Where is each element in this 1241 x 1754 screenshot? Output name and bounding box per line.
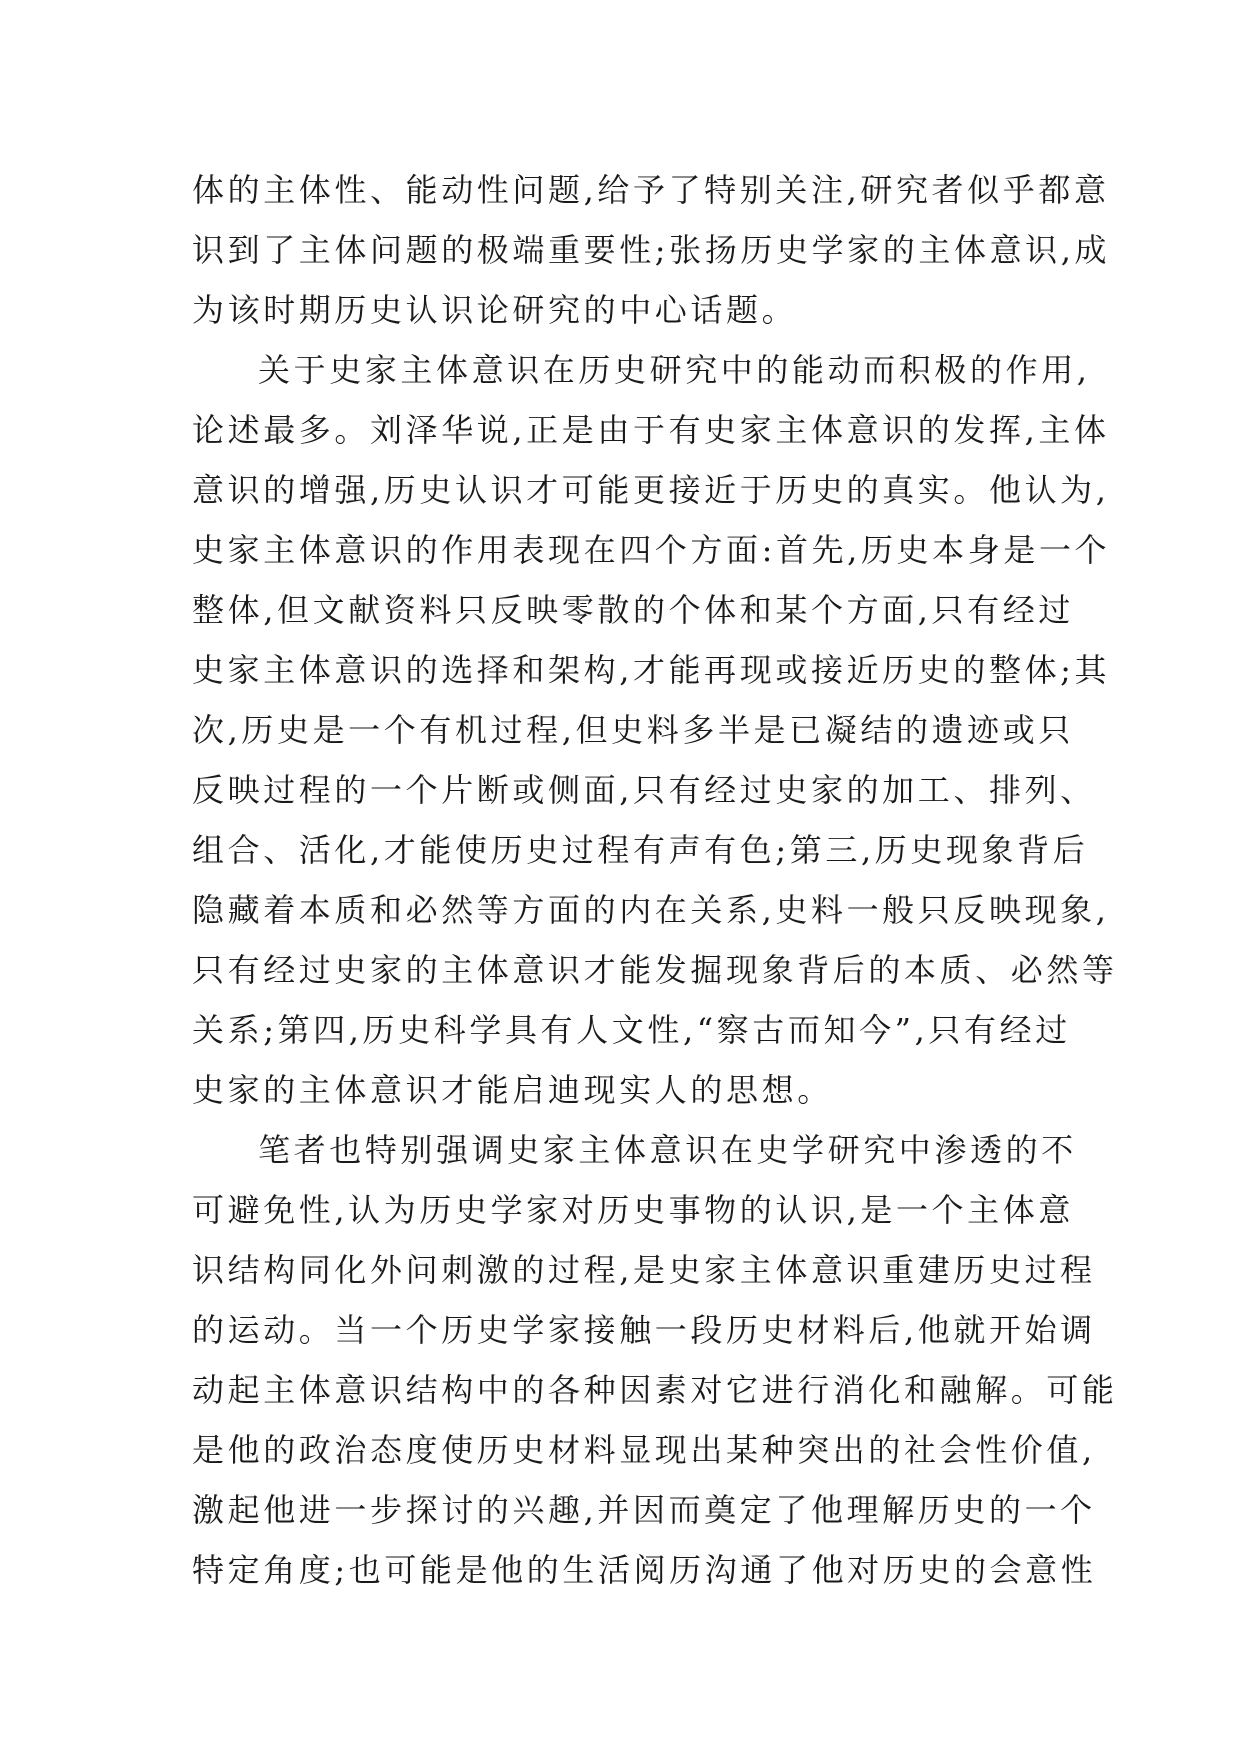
text-line: 史家主体意识的作用表现在四个方面:首先,历史本身是一个 bbox=[192, 531, 1111, 569]
text-line: 意识的增强,历史认识才可能更接近于历史的真实。他认为, bbox=[192, 471, 1110, 509]
text-line: 的运动。当一个历史学家接触一段历史材料后,他就开始调 bbox=[192, 1311, 1096, 1349]
text-line: 反映过程的一个片断或侧面,只有经过史家的加工、排列、 bbox=[192, 771, 1096, 809]
body-text bbox=[192, 160, 1118, 1600]
text-line: 论述最多。刘泽华说,正是由于有史家主体意识的发挥,主体 bbox=[192, 411, 1110, 449]
paragraph-first-line: 笔者也特别强调史家主体意识在史学研究中渗透的不 bbox=[258, 1131, 1077, 1169]
text-line: 体的主体性、能动性问题,给予了特别关注,研究者似乎都意 bbox=[192, 171, 1110, 209]
text-line: 可避免性,认为历史学家对历史事物的认识,是一个主体意 bbox=[192, 1191, 1074, 1229]
text-line: 是他的政治态度使历史材料显现出某种突出的社会性价值, bbox=[192, 1431, 1096, 1469]
text-line: 次,历史是一个有机过程,但史料多半是已凝结的遗迹或只 bbox=[192, 711, 1074, 749]
text-line: 关系;第四,历史科学具有人文性,“察古而知今”,只有经过 bbox=[192, 1011, 1071, 1049]
text-line: 只有经过史家的主体意识才能发掘现象背后的本质、必然等 bbox=[192, 951, 1118, 989]
text-line: 识结构同化外问刺激的过程,是史家主体意识重建历史过程 bbox=[192, 1251, 1096, 1289]
text-line: 为该时期历史认识论研究的中心话题。 bbox=[192, 291, 798, 329]
text-line: 史家主体意识的选择和架构,才能再现或接近历史的整体;其 bbox=[192, 651, 1111, 689]
text-line: 特定角度;也可能是他的生活阅历沟通了他对历史的会意性 bbox=[192, 1551, 1097, 1589]
text-line: 组合、活化,才能使历史过程有声有色;第三,历史现象背后 bbox=[192, 831, 1089, 869]
text-line: 整体,但文献资料只反映零散的个体和某个方面,只有经过 bbox=[192, 591, 1074, 629]
paragraph-first-line: 关于史家主体意识在历史研究中的能动而积极的作用, bbox=[258, 351, 1091, 389]
text-line: 隐藏着本质和必然等方面的内在关系,史料一般只反映现象, bbox=[192, 891, 1110, 929]
text-line: 识到了主体问题的极端重要性;张扬历史学家的主体意识,成 bbox=[192, 231, 1111, 269]
text-line: 激起他进一步探讨的兴趣,并因而奠定了他理解历史的一个 bbox=[192, 1491, 1096, 1529]
text-line: 动起主体意识结构中的各种因素对它进行消化和融解。可能 bbox=[192, 1371, 1118, 1409]
text-line: 史家的主体意识才能启迪现实人的思想。 bbox=[192, 1071, 833, 1109]
